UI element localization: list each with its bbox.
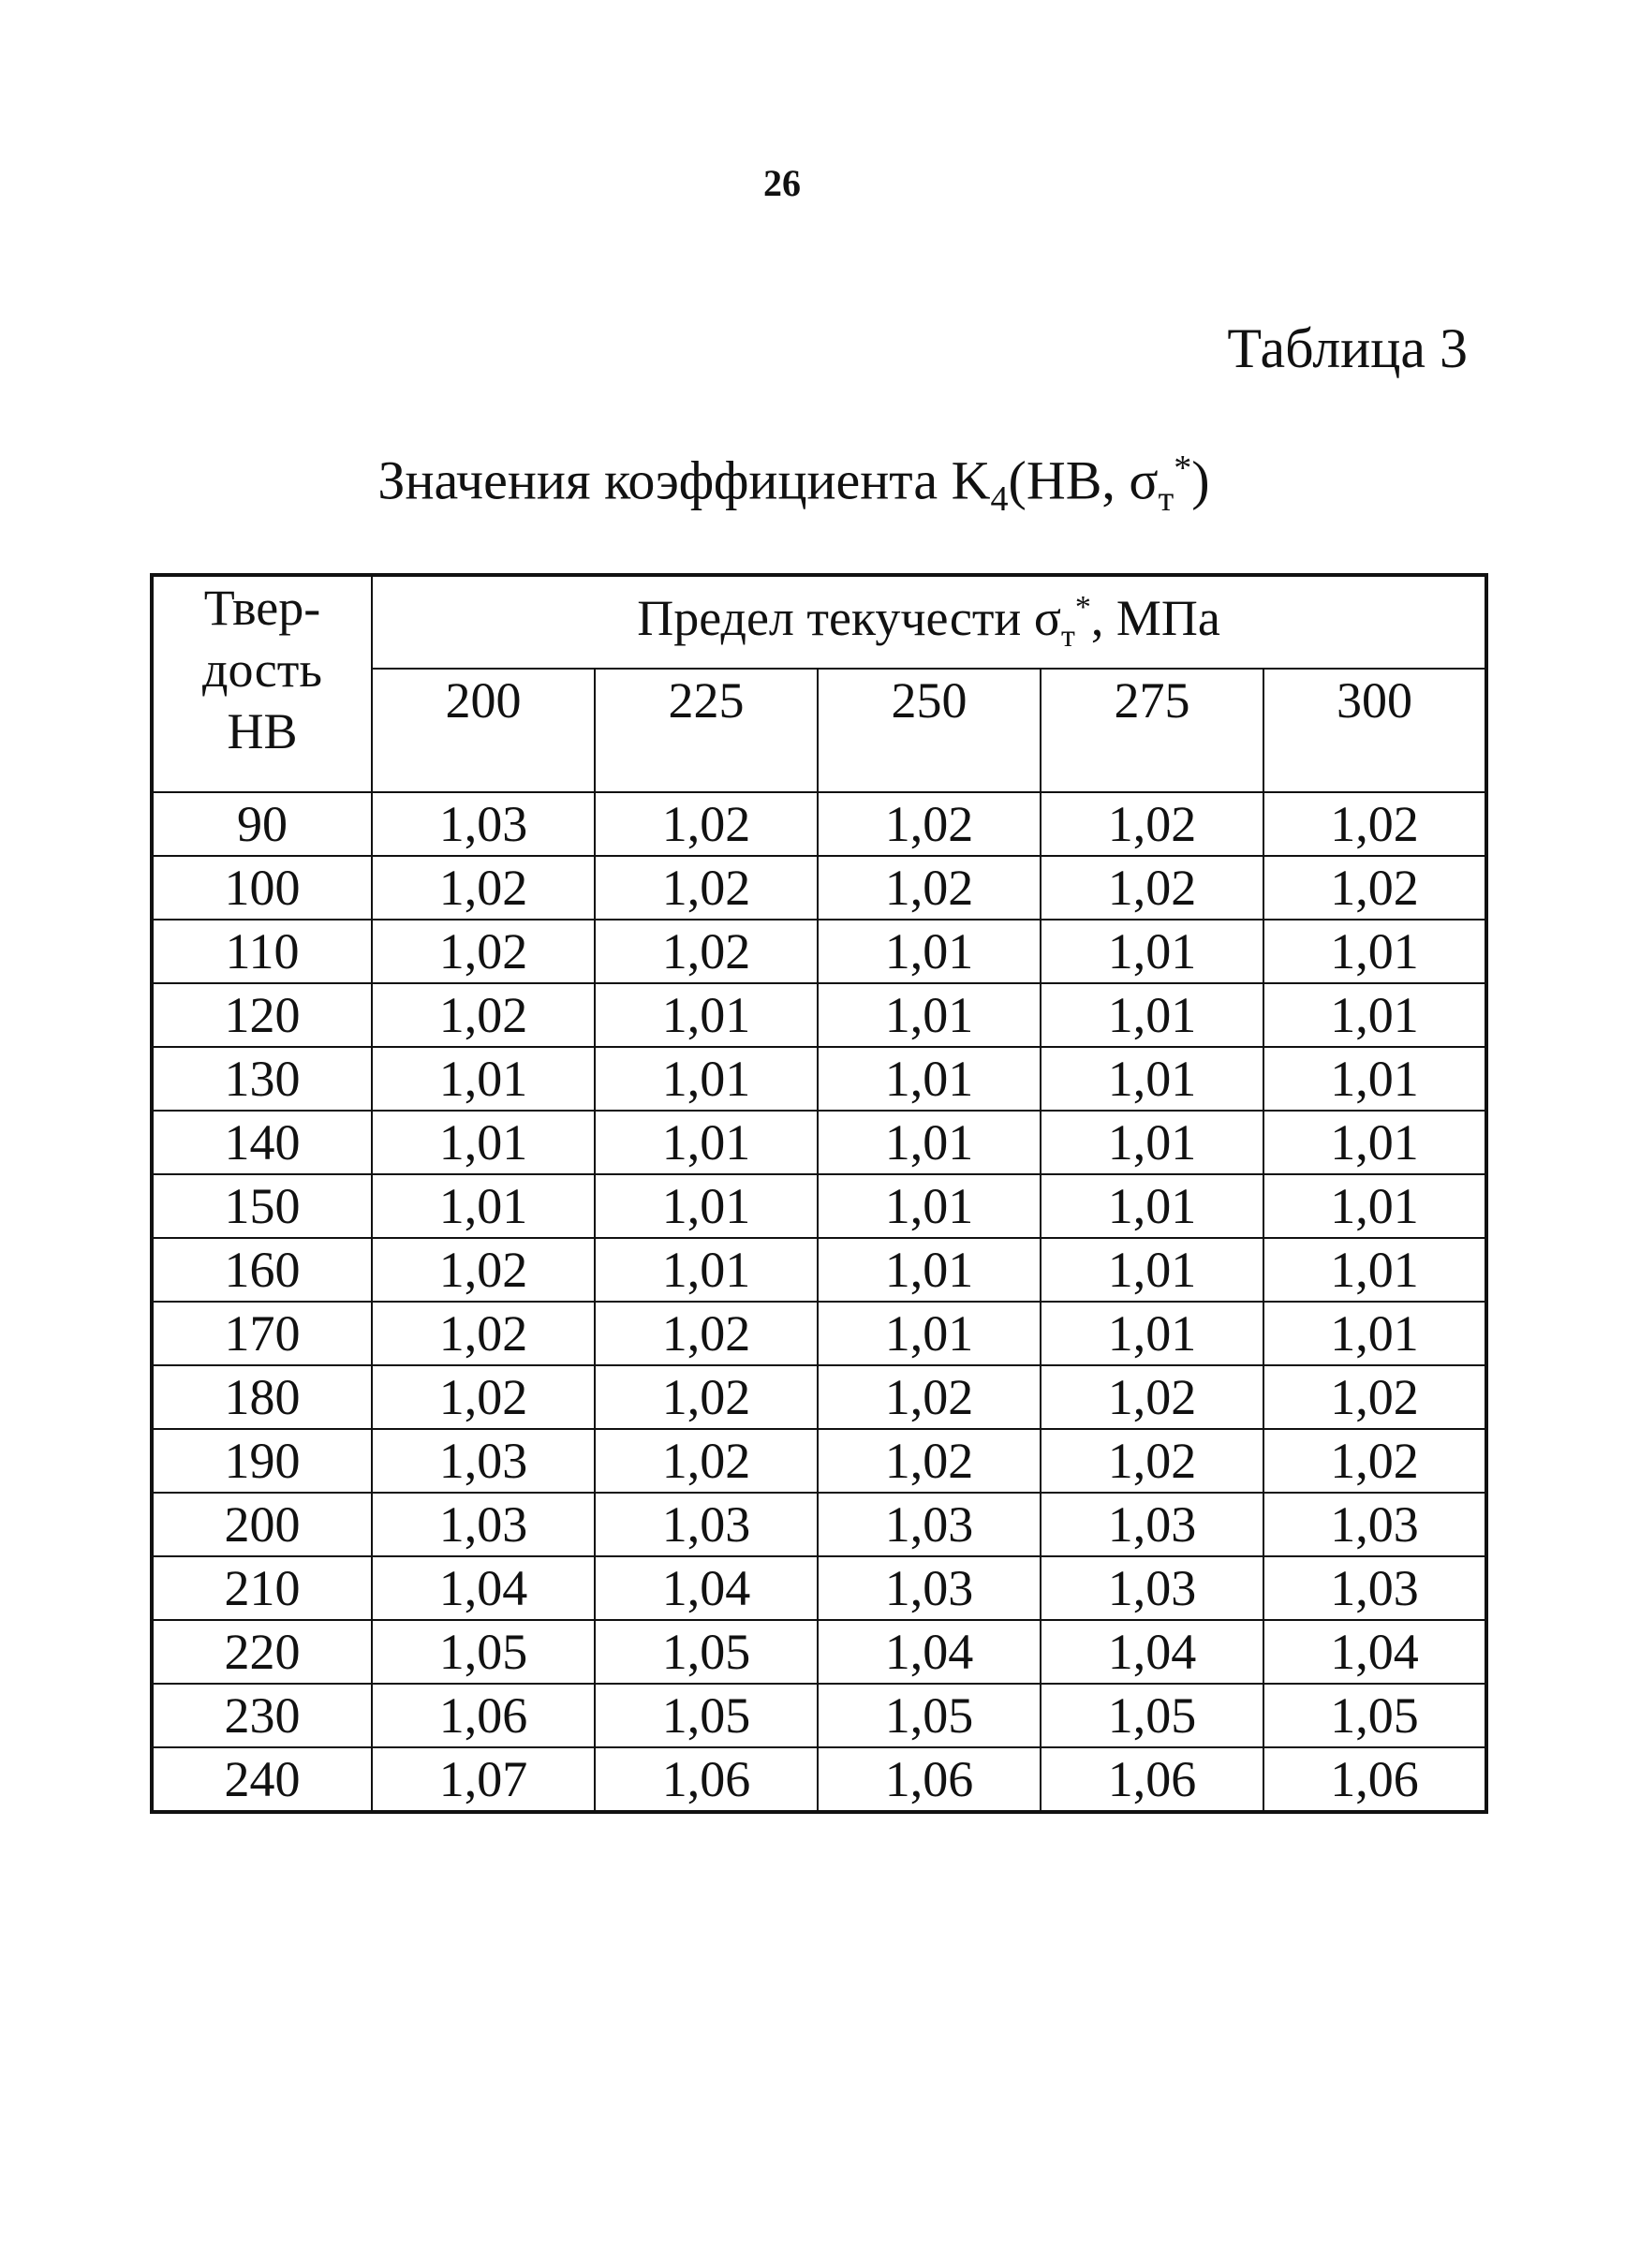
hardness-cell: 140 [152,1111,372,1174]
coefficient-cell: 1,01 [1263,920,1486,983]
coefficient-cell: 1,03 [1263,1493,1486,1556]
coefficient-cell: 1,02 [595,856,818,920]
table-row [152,1174,1486,1238]
coefficient-cell: 1,01 [595,983,818,1047]
hardness-cell: 230 [152,1684,372,1747]
hardness-cell: 130 [152,1047,372,1111]
column-header: 250 [818,669,1041,792]
coefficient-cell: 1,07 [372,1747,595,1812]
coefficient-cell: 1,04 [1263,1620,1486,1684]
hardness-cell: 240 [152,1747,372,1812]
hardness-cell: 200 [152,1493,372,1556]
hardness-cell: 100 [152,856,372,920]
hardness-cell: 110 [152,920,372,983]
caption-args-end: ) [1191,449,1210,511]
caption-star: * [1174,449,1192,488]
hardness-cell: 170 [152,1302,372,1365]
table-row [152,1047,1486,1111]
coefficient-cell: 1,02 [1263,1365,1486,1429]
hardness-cell: 90 [152,792,372,856]
coefficient-cell: 1,01 [1041,983,1263,1047]
hardness-header-line2: дость [201,641,322,698]
coefficient-cell: 1,02 [595,920,818,983]
coefficient-cell: 1,04 [595,1556,818,1620]
coefficient-cell: 1,02 [372,1302,595,1365]
coefficient-cell: 1,05 [595,1620,818,1684]
coefficient-cell: 1,06 [818,1747,1041,1812]
table-row [152,1429,1486,1493]
group-star: * [1074,590,1091,625]
coefficient-cell: 1,03 [1041,1493,1263,1556]
coefficient-cell: 1,01 [595,1047,818,1111]
hardness-cell: 120 [152,983,372,1047]
table-row [152,1111,1486,1174]
table-row [152,1238,1486,1302]
table-caption [0,448,1625,520]
coefficient-cell: 1,02 [372,920,595,983]
coefficient-cell: 1,05 [1041,1684,1263,1747]
hardness-cell: 190 [152,1429,372,1493]
coefficient-cell: 1,01 [372,1111,595,1174]
coefficient-cell: 1,01 [372,1174,595,1238]
coefficient-cell: 1,02 [595,792,818,856]
hardness-header-line1: Твер- [203,580,321,636]
coefficient-cell: 1,01 [595,1111,818,1174]
group-sub: т [1060,618,1075,654]
hardness-cell: 220 [152,1620,372,1684]
coefficient-cell: 1,02 [1041,856,1263,920]
hardness-cell: 160 [152,1238,372,1302]
coefficient-cell: 1,02 [372,983,595,1047]
caption-sigma-sub: т [1158,479,1174,519]
coefficient-cell: 1,02 [1041,1365,1263,1429]
hardness-cell: 210 [152,1556,372,1620]
coefficient-cell: 1,01 [1041,1174,1263,1238]
coefficient-cell: 1,02 [1263,1429,1486,1493]
coefficient-cell: 1,02 [818,792,1041,856]
coefficient-cell: 1,02 [595,1302,818,1365]
column-header: 300 [1263,669,1486,792]
column-header: 275 [1041,669,1263,792]
coefficient-cell: 1,01 [818,983,1041,1047]
yield-strength-group-header [372,575,1486,669]
hardness-column-header [152,575,372,792]
hardness-cell: 180 [152,1365,372,1429]
coefficient-cell: 1,01 [1041,1111,1263,1174]
caption-sub-index: 4 [990,479,1009,519]
table-row [152,983,1486,1047]
coefficient-cell: 1,01 [818,1174,1041,1238]
coefficient-cell: 1,06 [1263,1747,1486,1812]
coefficient-cell: 1,01 [1263,1111,1486,1174]
coefficient-cell: 1,03 [372,1493,595,1556]
table-row [152,1684,1486,1747]
coefficient-cell: 1,01 [818,1302,1041,1365]
coefficient-cell: 1,03 [818,1493,1041,1556]
coefficient-cell: 1,02 [595,1429,818,1493]
coefficient-table [150,573,1488,1814]
coefficient-cell: 1,03 [595,1493,818,1556]
coefficient-cell: 1,01 [818,1238,1041,1302]
coefficient-cell: 1,01 [1263,983,1486,1047]
coefficient-cell: 1,06 [1041,1747,1263,1812]
coefficient-cell: 1,02 [372,1365,595,1429]
table-row [152,1365,1486,1429]
coefficient-cell: 1,01 [1263,1047,1486,1111]
table-row [152,1556,1486,1620]
table-row [152,792,1486,856]
coefficient-cell: 1,02 [1263,792,1486,856]
group-prefix: Предел текучести σ [637,590,1061,646]
coefficient-cell: 1,06 [595,1747,818,1812]
coefficient-cell: 1,04 [1041,1620,1263,1684]
coefficient-cell: 1,01 [818,1047,1041,1111]
coefficient-cell: 1,02 [595,1365,818,1429]
coefficient-cell: 1,03 [372,1429,595,1493]
coefficient-cell: 1,05 [1263,1684,1486,1747]
table-row [152,1302,1486,1365]
column-header: 225 [595,669,818,792]
coefficient-cell: 1,02 [818,856,1041,920]
coefficient-cell: 1,03 [1263,1556,1486,1620]
coefficient-cell: 1,03 [818,1556,1041,1620]
coefficient-cell: 1,01 [1263,1302,1486,1365]
coefficient-cell: 1,05 [372,1620,595,1684]
coefficient-cell: 1,02 [818,1365,1041,1429]
coefficient-cell: 1,01 [595,1238,818,1302]
coefficient-cell: 1,01 [1263,1174,1486,1238]
caption-prefix: Значения коэффициента K [377,449,991,511]
coefficient-cell: 1,06 [372,1684,595,1747]
coefficient-cell: 1,01 [1263,1238,1486,1302]
coefficient-cell: 1,04 [818,1620,1041,1684]
hardness-cell: 150 [152,1174,372,1238]
table-row [152,1747,1486,1812]
coefficient-cell: 1,02 [818,1429,1041,1493]
coefficient-cell: 1,01 [1041,920,1263,983]
coefficient-cell: 1,05 [818,1684,1041,1747]
table-row [152,1493,1486,1556]
table-body [152,792,1486,1812]
caption-args-start: (HB, σ [1008,449,1159,511]
table-label: Таблица 3 [1227,317,1468,379]
table-row [152,856,1486,920]
group-suffix: , МПа [1090,590,1220,646]
coefficient-cell: 1,04 [372,1556,595,1620]
coefficient-cell: 1,01 [372,1047,595,1111]
table-row [152,920,1486,983]
coefficient-cell: 1,02 [372,856,595,920]
hardness-header-line3: HB [227,703,298,759]
coefficient-cell: 1,02 [372,1238,595,1302]
coefficient-cell: 1,01 [1041,1047,1263,1111]
coefficient-cell: 1,02 [1041,1429,1263,1493]
coefficient-cell: 1,03 [1041,1556,1263,1620]
coefficient-cell: 1,01 [818,920,1041,983]
coefficient-cell: 1,01 [1041,1238,1263,1302]
header-row-group [152,575,1486,669]
coefficient-cell: 1,01 [595,1174,818,1238]
coefficient-cell: 1,02 [1263,856,1486,920]
coefficient-cell: 1,02 [1041,792,1263,856]
coefficient-cell: 1,03 [372,792,595,856]
table-row [152,1620,1486,1684]
coefficient-cell: 1,05 [595,1684,818,1747]
coefficient-cell: 1,01 [1041,1302,1263,1365]
coefficient-cell: 1,01 [818,1111,1041,1174]
page-number: 26 [763,162,801,204]
column-header: 200 [372,669,595,792]
